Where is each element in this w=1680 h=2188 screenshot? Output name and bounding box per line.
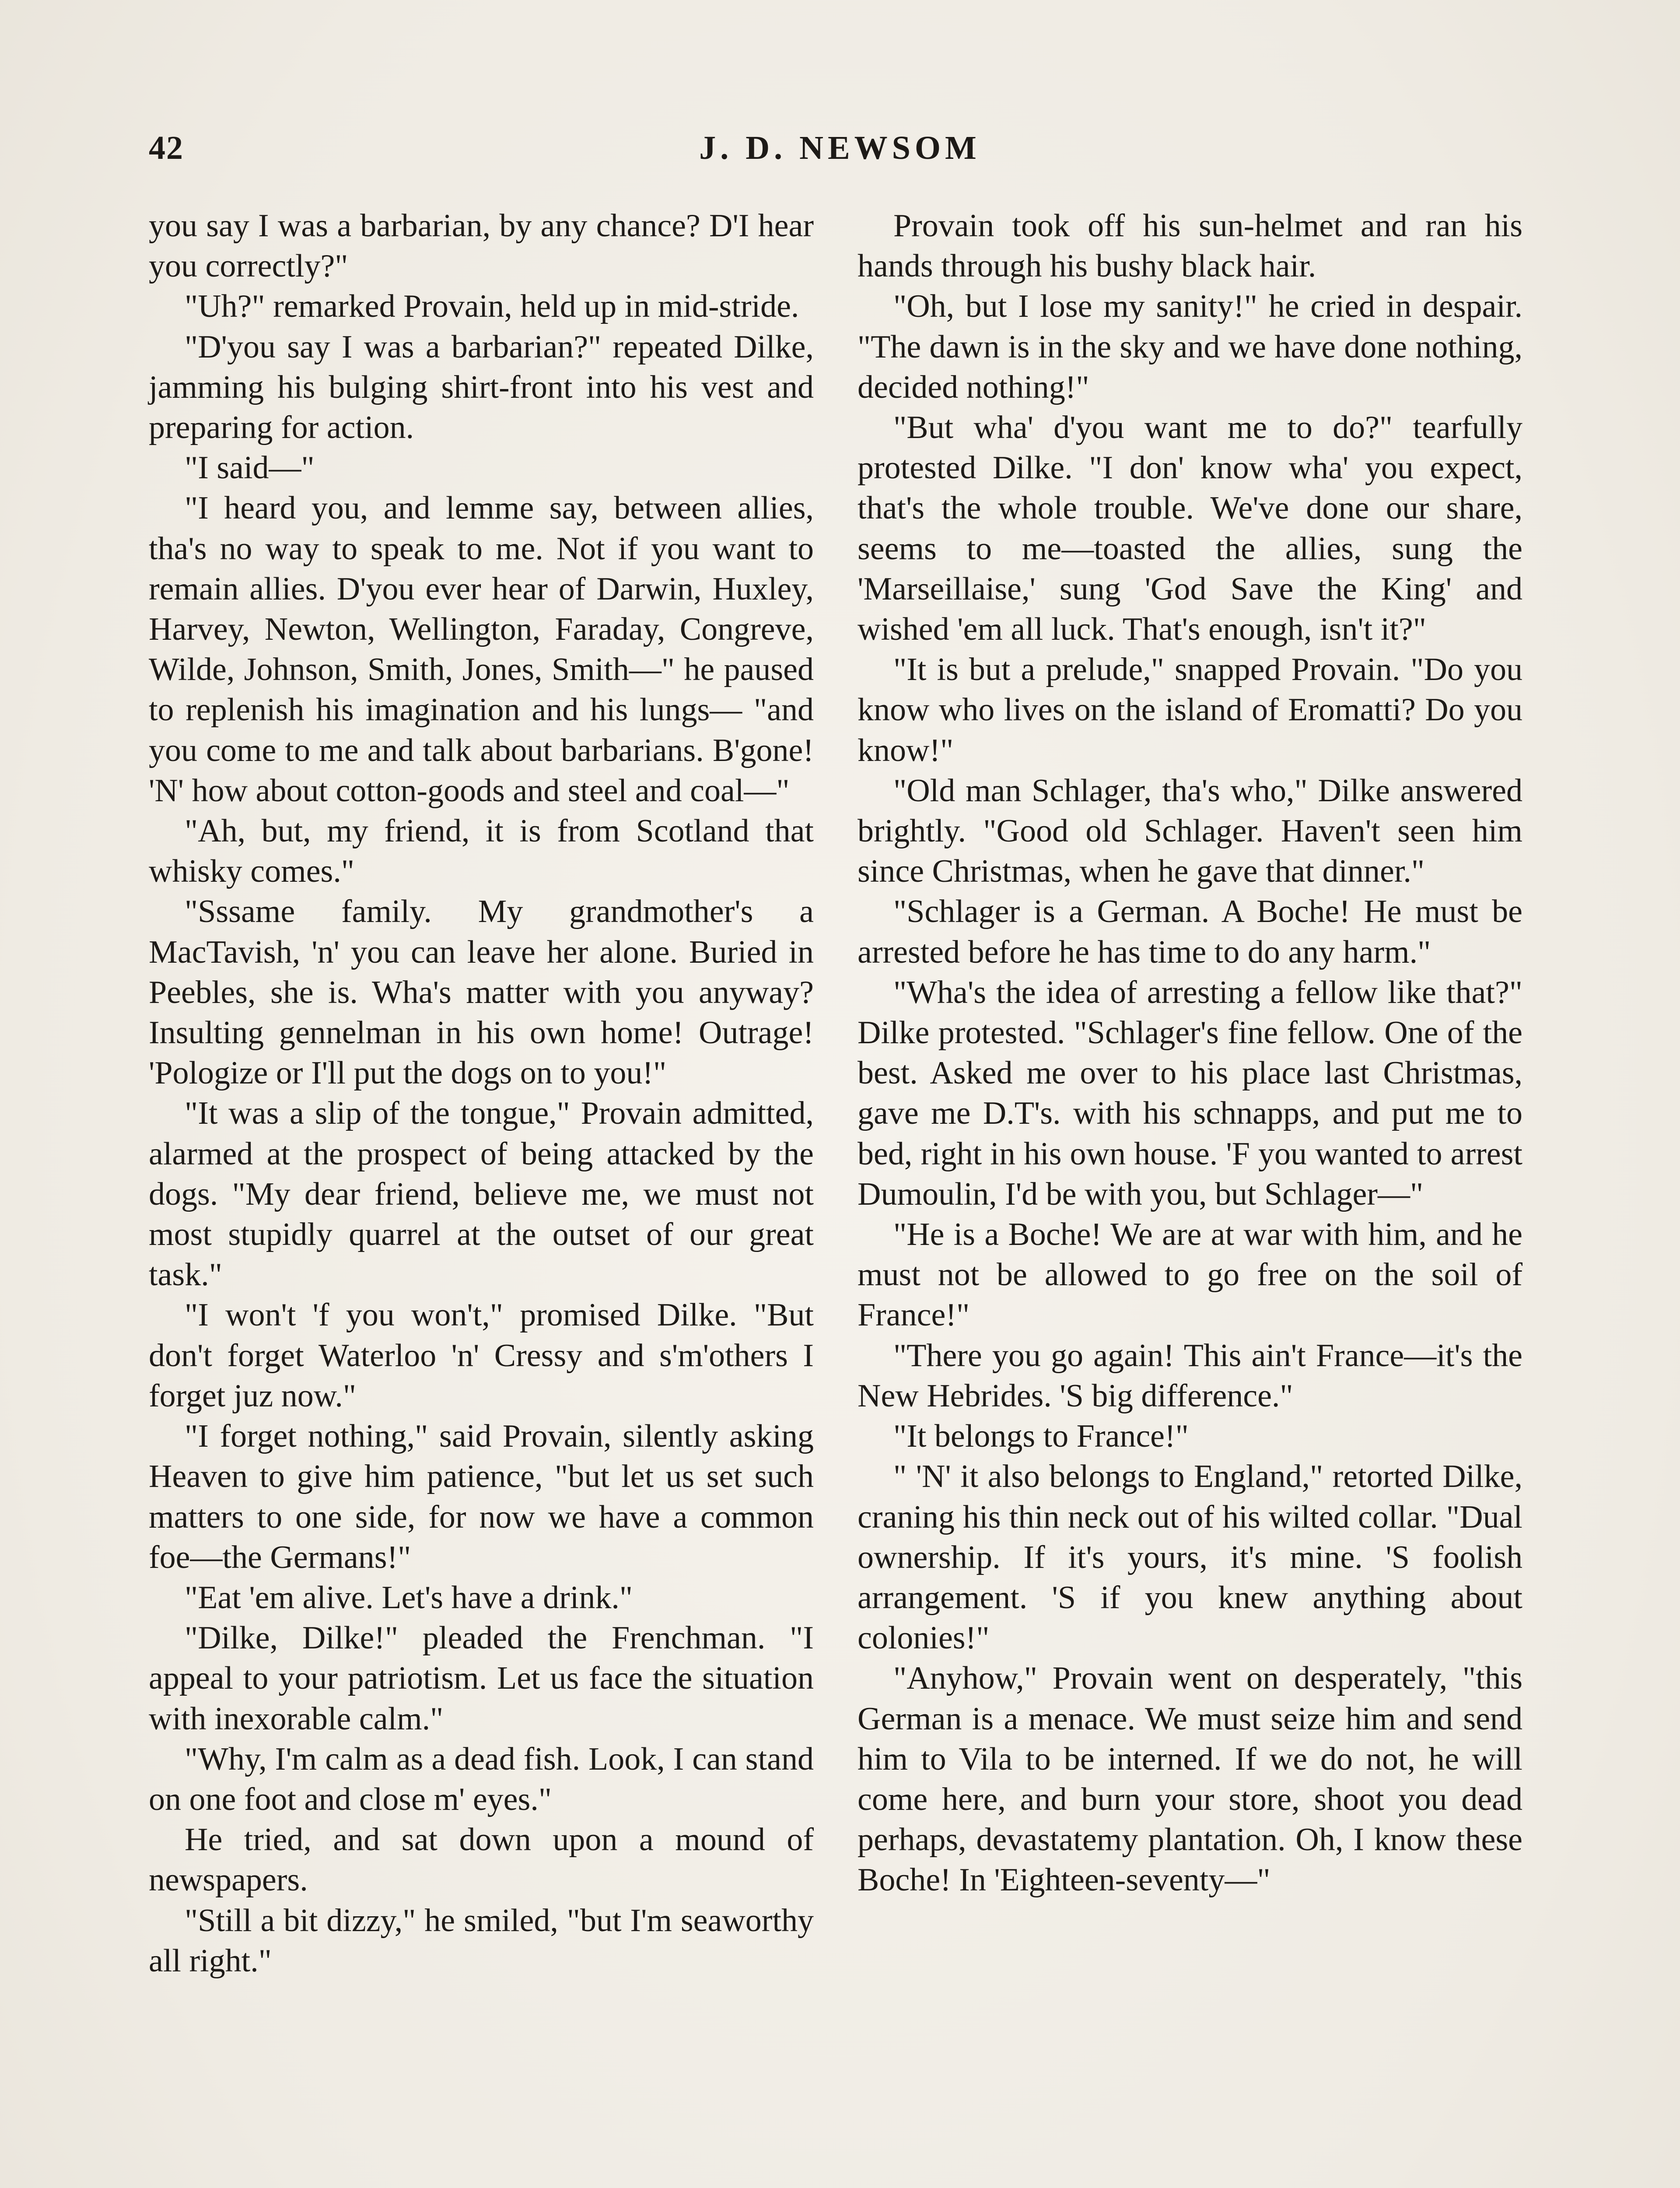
paragraph: Provain took off his sun-helmet and ran his hands through his bushy black hair.: [858, 208, 1522, 284]
paragraph: "Eat 'em alive. Let's have a drink.": [185, 1579, 633, 1616]
running-head: J. D. NEWSOM: [699, 130, 981, 166]
paragraph: "I said—": [185, 450, 315, 486]
paragraph: "D'you say I was a barbarian?" repeated Dilke, jamming his bulging shirt-front into his vest and preparing for action.: [149, 329, 814, 446]
paragraph: "Why, I'm calm as a dead fish. Look, I can stand on one foot and close m' eyes.": [149, 1741, 814, 1817]
page-header: [149, 129, 1531, 177]
paragraph: "Wha's the idea of arresting a fellow like that?" Dilke protested. "Schlager's fine fellow. One of the best. Asked me over to his place last Christmas, gave me D.T's. with his schnapps, and put me to bed, right in his own house. 'F you wanted to arrest Dumoulin, I'd be with you, but Schlager—": [858, 974, 1522, 1212]
paragraph: "It was a slip of the tongue," Provain admitted, alarmed at the prospect of being attacked by the dogs. "My dear friend, believe me, we must not most stupidly quarrel at the outset of our great task.": [149, 1095, 814, 1293]
paragraph: He tried, and sat down upon a mound of newspapers.: [149, 1822, 814, 1898]
paragraph: "Schlager is a German. A Boche! He must be arrested before he has time to do any harm.": [858, 894, 1522, 970]
paragraph: "Oh, but I lose my sanity!" he cried in despair. "The dawn is in the sky and we have done nothing, decided nothing!": [858, 288, 1522, 405]
paragraph: "He is a Boche! We are at war with him, and he must not be allowed to go free on the soil of France!": [858, 1217, 1522, 1333]
paragraph: "Still a bit dizzy," he smiled, "but I'm seaworthy all right.": [149, 1902, 814, 1979]
page-number: 42: [149, 130, 184, 166]
paragraph: "Old man Schlager, tha's who," Dilke answered brightly. "Good old Schlager. Haven't seen him since Christmas, when he gave that dinner.": [858, 772, 1522, 890]
paragraph: "I won't 'f you won't," promised Dilke. "But don't forget Waterloo 'n' Cressy and s'm'others I forget juz now.": [149, 1297, 814, 1414]
paragraph: "I heard you, and lemme say, between allies, tha's no way to speak to me. Not if you want to remain allies. D'you ever hear of Darwin, Huxley, Harvey, Newton, Wellington, Faraday, Congreve, Wilde, Johnson, Smith, Jones, Smith—" he paused to replenish his imagination and his lungs— "and you come to me and talk about barbarians. B'gone! 'N' how about cotton-goods and steel and coal—": [149, 490, 814, 809]
paragraph: " 'N' it also belongs to England," retorted Dilke, craning his thin neck out of his wilted collar. "Dual ownership. If it's yours, it's mine. 'S foolish arrangement. 'S if you knew anything about colonies!": [858, 1459, 1522, 1656]
right-column: [858, 206, 1522, 2188]
paragraph: "Ah, but, my friend, it is from Scotland that whisky comes.": [149, 813, 814, 890]
paragraph: "Uh?" remarked Provain, held up in mid-stride.: [185, 288, 799, 325]
left-column: [149, 206, 814, 2188]
paragraph: you say I was a barbarian, by any chance? D'I hear you correctly?": [149, 208, 814, 284]
paragraph: "But wha' d'you want me to do?" tearfully protested Dilke. "I don' know wha' you expect, that's the whole trouble. We've done our share, seems to me—toasted the allies, sung the 'Marseillaise,' sung 'God Save the King' and wished 'em all luck. That's enough, isn't it?": [858, 410, 1522, 648]
paragraph: "It belongs to France!": [893, 1418, 1189, 1455]
paragraph: "Sssame family. My grandmother's a MacTavish, 'n' you can leave her alone. Buried in Peebles, she is. Wha's matter with you anyway? Insulting gennelman in his own home! Outrage! 'Pologize or I'll put the dogs on to you!": [149, 894, 814, 1091]
paragraph: "Anyhow," Provain went on desperately, "this German is a menace. We must seize him and send him to Vila to be interned. If we do not, he will come here, and burn your store, shoot you dead perhaps, devastatemy plantation. Oh, I know these Boche! In 'Eighteen-seventy—": [858, 1660, 1522, 1898]
paragraph: "It is but a prelude," snapped Provain. "Do you know who lives on the island of Eromatti? Do you know!": [858, 652, 1522, 768]
paragraph: "I forget nothing," said Provain, silently asking Heaven to give him patience, "but let us set such matters to one side, for now we have a common foe—the Germans!": [149, 1418, 814, 1575]
paragraph: "Dilke, Dilke!" pleaded the Frenchman. "I appeal to your patriotism. Let us face the situation with inexorable calm.": [149, 1620, 814, 1737]
paragraph: "There you go again! This ain't France—it's the New Hebrides. 'S big difference.": [858, 1337, 1522, 1414]
